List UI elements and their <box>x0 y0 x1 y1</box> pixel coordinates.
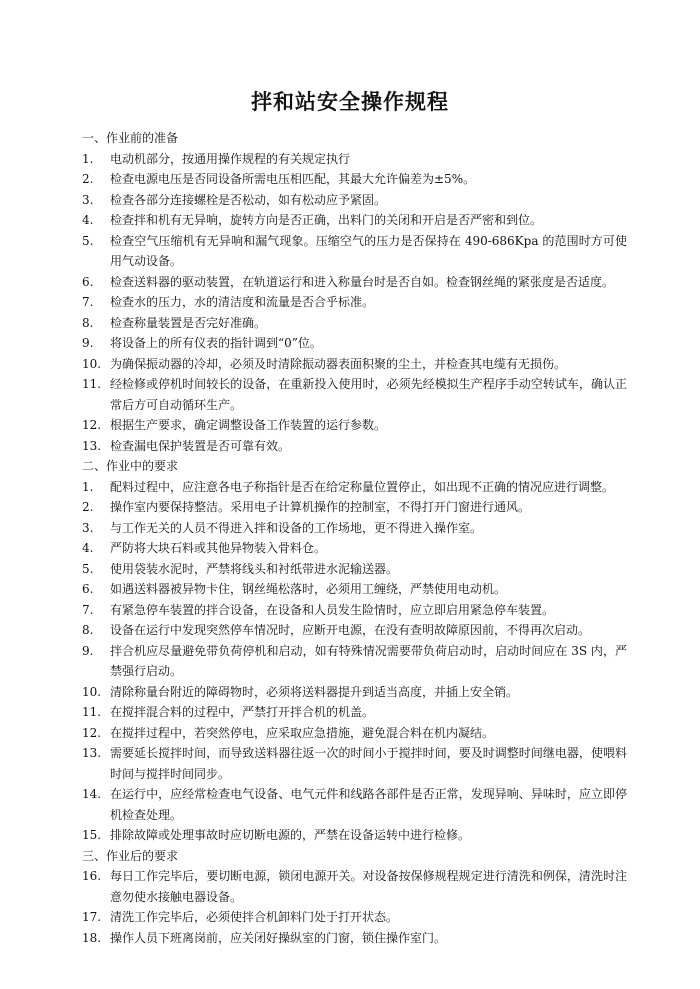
list-item <box>82 436 627 457</box>
section-heading: 二、作业中的要求 <box>82 459 179 473</box>
item-text: 检查拌和机有无异响，旋转方向是否正确，出料门的关闭和开启是否严密和到位。 <box>110 213 543 227</box>
section-after-work <box>82 846 627 949</box>
list-item <box>82 477 627 498</box>
list-item <box>82 272 627 293</box>
list-item <box>82 190 627 211</box>
item-number: 11. <box>82 377 102 391</box>
item-number: 1. <box>82 151 94 166</box>
item-number: 13. <box>82 746 102 760</box>
list-item <box>82 928 627 949</box>
item-number: 14. <box>82 787 102 801</box>
item-text: 每日工作完毕后，要切断电源，锁闭电源开关。对设备按保修规程规定进行清洗和例保，清洗时注意勿使水接触电器设备。 <box>110 869 627 904</box>
item-number: 16. <box>82 869 102 883</box>
list-item <box>82 231 627 272</box>
page-title: 拌和站安全操作规程 <box>251 90 449 114</box>
list-item <box>82 333 627 354</box>
item-number: 15. <box>82 828 102 842</box>
item-text: 如遇送料器被异物卡住，钢丝绳松落时，必须用工缠绕，严禁使用电动机。 <box>110 582 507 596</box>
item-text: 根据生产要求，确定调整设备工作装置的运行参数。 <box>110 418 387 432</box>
item-number: 13. <box>82 438 102 453</box>
item-text: 检查各部分连接螺栓是否松动，如有松动应予紧固。 <box>110 192 387 207</box>
item-number: 4. <box>82 213 94 227</box>
item-text: 操作人员下班离岗前，应关闭好操纵室的门窗，锁住操作室门。 <box>110 930 447 945</box>
item-number: 2. <box>82 500 94 514</box>
item-number: 3. <box>82 192 94 207</box>
list-item <box>82 169 627 190</box>
list-item <box>82 538 627 559</box>
item-number: 8. <box>82 623 94 637</box>
item-text: 清除称量台附近的障碍物时，必须将送料器提升到适当高度，并插上安全销。 <box>110 684 519 699</box>
item-text: 为确保振动器的冷却，必须及时清除振动器表面积聚的尘土，并检查其电缆有无损伤。 <box>110 356 567 371</box>
item-text: 使用袋装水泥时，严禁将线头和衬纸带进水泥输送器。 <box>110 561 399 576</box>
item-number: 3. <box>82 520 94 535</box>
item-text: 在搅拌混合料的过程中，严禁打开拌合机的机盖。 <box>110 705 375 719</box>
item-text: 配料过程中，应注意各电子称指针是否在给定称量位置停止，如出现不正确的情况应进行调整。 <box>110 479 615 494</box>
item-text: 在搅拌过程中，若突然停电，应采取应急措施，避免混合料在机内凝结。 <box>110 725 495 740</box>
item-number: 10. <box>82 356 102 371</box>
list-item <box>82 784 627 825</box>
item-number: 4. <box>82 541 94 555</box>
list-item <box>82 907 627 928</box>
item-text: 检查称量装置是否完好准确。 <box>110 315 267 330</box>
list-item <box>82 743 627 784</box>
item-number: 6. <box>82 582 94 596</box>
item-text: 需要延长搅拌时间，而导致送料器往返一次的时间小于搅拌时间，要及时调整时间继电器，使喂料时间与搅拌时间同步。 <box>110 746 627 781</box>
item-number: 2. <box>82 172 94 186</box>
item-text: 有紧急停车装置的拌合设备，在设备和人员发生险情时，应立即启用紧急停车装置。 <box>110 602 555 617</box>
section-before-work <box>82 128 627 456</box>
item-text: 将设备上的所有仪表的指针调到“0”位。 <box>110 336 322 350</box>
list-item <box>82 497 627 518</box>
item-number: 6. <box>82 274 94 289</box>
item-number: 12. <box>82 418 102 432</box>
item-text: 检查水的压力，水的清洁度和流量是否合乎标准。 <box>110 295 375 309</box>
item-number: 11. <box>82 705 102 719</box>
item-number: 10. <box>82 684 102 699</box>
item-number: 9. <box>82 643 94 658</box>
item-number: 7. <box>82 602 94 617</box>
list-item <box>82 620 627 641</box>
item-number: 18. <box>82 930 102 945</box>
item-text: 排除故障或处理事故时应切断电源的，严禁在设备运转中进行检修。 <box>110 828 471 842</box>
item-number: 8. <box>82 315 94 330</box>
item-text: 经检修或停机时间较长的设备，在重新投入使用时，必须先经模拟生产程序手动空转试车，确认正常后方可自动循环生产。 <box>110 377 627 412</box>
item-number: 7. <box>82 295 94 309</box>
item-text: 检查空气压缩机有无异响和漏气现象。压缩空气的压力是否保持在 490-686Kpa 的范围时方可使用气动设备。 <box>110 233 627 268</box>
list-item <box>82 149 627 170</box>
item-text: 严防将大块石料或其他异物装入骨料仓。 <box>110 541 327 555</box>
list-item <box>82 825 627 846</box>
item-number: 5. <box>82 233 94 248</box>
item-text: 设备在运行中发现突然停车情况时，应断开电源，在没有查明故障原因前，不得再次启动。 <box>110 623 591 637</box>
item-text: 电动机部分，按通用操作规程的有关规定执行 <box>110 151 351 166</box>
list-item <box>82 313 627 334</box>
item-number: 9. <box>82 336 94 350</box>
item-text: 清洗工作完毕后，必须使拌合机卸料门处于打开状态。 <box>110 910 399 924</box>
item-number: 1. <box>82 479 94 494</box>
item-text: 与工作无关的人员不得进入拌和设备的工作场地，更不得进入操作室。 <box>110 520 483 535</box>
list-item <box>82 559 627 580</box>
item-text: 检查送料器的驱动装置，在轨道运行和进入称量台时是否自如。检查钢丝绳的紧张度是否适度。 <box>110 274 615 289</box>
list-item <box>82 354 627 375</box>
list-item <box>82 518 627 539</box>
document-body <box>82 128 627 948</box>
item-text: 检查电源电压是否同设备所需电压相匹配，其最大允许偏差为±5%。 <box>110 172 476 186</box>
list-item <box>82 866 627 907</box>
list-item <box>82 682 627 703</box>
section-heading: 三、作业后的要求 <box>82 848 179 863</box>
item-text: 在运行中，应经常检查电气设备、电气元件和线路各部件是否正常，发现异响、异味时，应立即停机检查处理。 <box>110 787 627 822</box>
item-text: 拌合机应尽量避免带负荷停机和启动，如有特殊情况需要带负荷启动时，启动时间应在 3S 内，严禁强行启动。 <box>110 643 627 678</box>
list-item <box>82 702 627 723</box>
list-item <box>82 641 627 682</box>
item-number: 5. <box>82 561 94 576</box>
item-number: 17. <box>82 910 102 924</box>
section-during-work <box>82 456 627 846</box>
list-item <box>82 415 627 436</box>
list-item <box>82 210 627 231</box>
list-item <box>82 600 627 621</box>
section-heading: 一、作业前的准备 <box>82 131 179 145</box>
item-number: 12. <box>82 725 102 740</box>
list-item <box>82 579 627 600</box>
list-item <box>82 723 627 744</box>
list-item <box>82 292 627 313</box>
item-text: 操作室内要保持整洁。采用电子计算机操作的控制室，不得打开门窗进行通风。 <box>110 500 531 514</box>
item-text: 检查漏电保护装置是否可靠有效。 <box>110 438 291 453</box>
list-item <box>82 374 627 415</box>
